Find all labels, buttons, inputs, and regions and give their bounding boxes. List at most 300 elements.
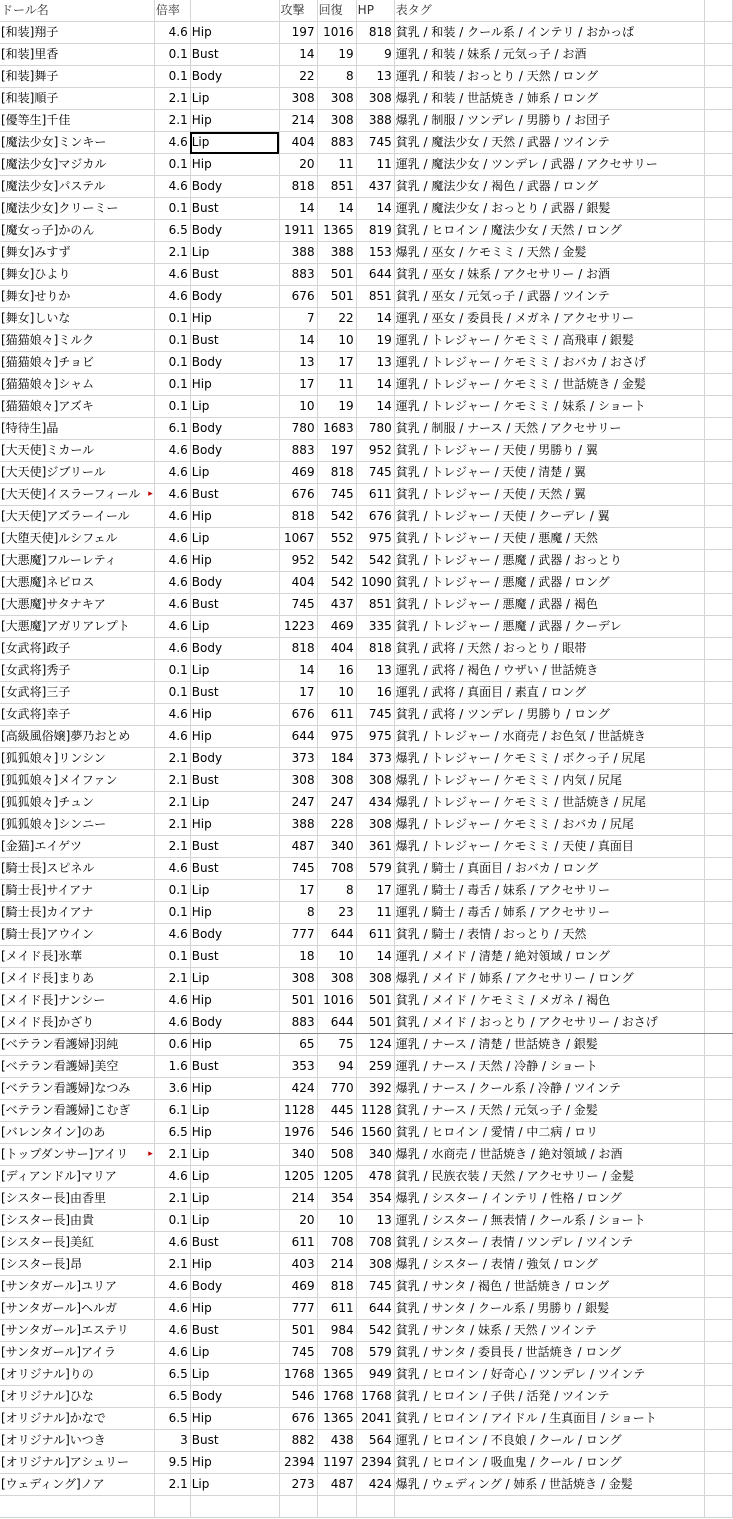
cell-name[interactable]: [ベテラン看護婦]こむぎ bbox=[0, 1100, 154, 1122]
cell-heal[interactable]: 542 bbox=[317, 550, 356, 572]
cell-attack[interactable]: 501 bbox=[279, 1320, 317, 1342]
cell-rate[interactable]: 2.1 bbox=[154, 110, 190, 132]
cell-rate[interactable]: 6.5 bbox=[154, 1122, 190, 1144]
cell-hp[interactable]: 14 bbox=[356, 396, 394, 418]
empty-cell[interactable] bbox=[705, 924, 733, 946]
cell-rate[interactable]: 6.1 bbox=[154, 418, 190, 440]
empty-cell[interactable] bbox=[705, 66, 733, 88]
cell-tags[interactable]: 貧乳 / トレジャー / 悪魔 / 武器 / おっとり bbox=[394, 550, 705, 572]
cell-tags[interactable]: 貧乳 / サンタ / クール系 / 男勝り / 銀髪 bbox=[394, 1298, 705, 1320]
cell-tags[interactable]: 貧乳 / ヒロイン / 好奇心 / ツンデレ / ツインテ bbox=[394, 1364, 705, 1386]
cell-part[interactable]: Lip bbox=[190, 880, 279, 902]
cell-attack[interactable]: 501 bbox=[279, 990, 317, 1012]
empty-cell[interactable] bbox=[705, 1012, 733, 1034]
cell-part[interactable]: Hip bbox=[190, 1298, 279, 1320]
cell-heal[interactable]: 644 bbox=[317, 924, 356, 946]
cell-attack[interactable]: 818 bbox=[279, 176, 317, 198]
cell-tags[interactable]: 運乳 / トレジャー / ケモミミ / おバカ / おさげ bbox=[394, 352, 705, 374]
cell-heal[interactable]: 708 bbox=[317, 858, 356, 880]
cell-tags[interactable]: 爆乳 / 水商売 / 世話焼き / 絶対領域 / お酒 bbox=[394, 1144, 705, 1166]
cell-part[interactable]: Hip bbox=[190, 154, 279, 176]
cell-rate[interactable]: 3 bbox=[154, 1430, 190, 1452]
cell-hp[interactable]: 579 bbox=[356, 858, 394, 880]
cell-name[interactable]: [和装]舞子 bbox=[0, 66, 154, 88]
empty-cell[interactable] bbox=[705, 1232, 733, 1254]
cell-attack[interactable]: 404 bbox=[279, 132, 317, 154]
cell-attack[interactable]: 308 bbox=[279, 968, 317, 990]
cell-rate[interactable]: 4.6 bbox=[154, 462, 190, 484]
cell-tags[interactable]: 貧乳 / 民族衣装 / 天然 / アクセサリー / 金髪 bbox=[394, 1166, 705, 1188]
cell-part[interactable]: Hip bbox=[190, 726, 279, 748]
cell-part[interactable]: Body bbox=[190, 176, 279, 198]
cell-tags[interactable]: 爆乳 / ウェディング / 姉系 / 世話焼き / 金髪 bbox=[394, 1474, 705, 1496]
cell-rate[interactable]: 2.1 bbox=[154, 968, 190, 990]
cell-hp[interactable]: 340 bbox=[356, 1144, 394, 1166]
cell-name[interactable]: [大悪魔]ネビロス bbox=[0, 572, 154, 594]
empty-cell[interactable] bbox=[705, 308, 733, 330]
cell-attack[interactable]: 7 bbox=[279, 308, 317, 330]
cell-attack[interactable]: 424 bbox=[279, 1078, 317, 1100]
cell-tags[interactable]: 運乳 / ナース / 清楚 / 世話焼き / 銀髪 bbox=[394, 1034, 705, 1056]
cell-part[interactable]: Lip bbox=[190, 1188, 279, 1210]
cell-tags[interactable]: 爆乳 / トレジャー / ケモミミ / 天使 / 真面目 bbox=[394, 836, 705, 858]
cell-hp[interactable]: 259 bbox=[356, 1056, 394, 1078]
cell-tags[interactable]: 貧乳 / トレジャー / 悪魔 / 武器 / ロング bbox=[394, 572, 705, 594]
cell-hp[interactable]: 1768 bbox=[356, 1386, 394, 1408]
cell-tags[interactable]: 貧乳 / 和装 / クール系 / インテリ / おかっぱ bbox=[394, 22, 705, 44]
cell-tags[interactable]: 貧乳 / トレジャー / 悪魔 / 武器 / クーデレ bbox=[394, 616, 705, 638]
cell-hp[interactable]: 676 bbox=[356, 506, 394, 528]
cell-rate[interactable]: 4.6 bbox=[154, 484, 190, 506]
cell-tags[interactable]: 爆乳 / トレジャー / ケモミミ / 世話焼き / 尻尾 bbox=[394, 792, 705, 814]
cell-hp[interactable]: 388 bbox=[356, 110, 394, 132]
cell-hp[interactable]: 501 bbox=[356, 1012, 394, 1034]
cell-tags[interactable]: 運乳 / 魔法少女 / おっとり / 武器 / 銀髪 bbox=[394, 198, 705, 220]
cell-rate[interactable]: 4.6 bbox=[154, 286, 190, 308]
cell-attack[interactable]: 952 bbox=[279, 550, 317, 572]
cell-tags[interactable]: 爆乳 / シスター / インテリ / 性格 / ロング bbox=[394, 1188, 705, 1210]
cell-rate[interactable]: 0.1 bbox=[154, 396, 190, 418]
cell-rate[interactable]: 0.1 bbox=[154, 946, 190, 968]
cell-rate[interactable]: 2.1 bbox=[154, 1254, 190, 1276]
cell-attack[interactable]: 745 bbox=[279, 1342, 317, 1364]
cell-heal[interactable]: 1016 bbox=[317, 22, 356, 44]
cell-name[interactable]: [騎士長]カイアナ bbox=[0, 902, 154, 924]
cell-heal[interactable]: 11 bbox=[317, 374, 356, 396]
cell-rate[interactable]: 4.6 bbox=[154, 1232, 190, 1254]
cell-name[interactable]: [オリジナル]りの bbox=[0, 1364, 154, 1386]
cell-part[interactable]: Body bbox=[190, 572, 279, 594]
cell-part[interactable]: Bust bbox=[190, 946, 279, 968]
cell-tags[interactable]: 貧乳 / トレジャー / 天使 / 天然 / 翼 bbox=[394, 484, 705, 506]
empty-cell[interactable] bbox=[705, 1430, 733, 1452]
cell-hp[interactable]: 13 bbox=[356, 1210, 394, 1232]
cell-name[interactable]: [猫猫娘々]ミルク bbox=[0, 330, 154, 352]
cell-hp[interactable]: 780 bbox=[356, 418, 394, 440]
cell-tags[interactable]: 貧乳 / シスター / 表情 / ツンデレ / ツインテ bbox=[394, 1232, 705, 1254]
cell-part[interactable]: Lip bbox=[190, 132, 279, 154]
cell-attack[interactable]: 403 bbox=[279, 1254, 317, 1276]
cell-tags[interactable]: 貧乳 / メイド / おっとり / アクセサリー / おさげ bbox=[394, 1012, 705, 1034]
cell-name[interactable]: [和装]順子 bbox=[0, 88, 154, 110]
cell-attack[interactable]: 469 bbox=[279, 462, 317, 484]
cell-tags[interactable]: 運乳 / トレジャー / ケモミミ / 妹系 / ショート bbox=[394, 396, 705, 418]
cell-name[interactable]: [大悪魔]サタナキア bbox=[0, 594, 154, 616]
cell-tags[interactable]: 貧乳 / メイド / ケモミミ / メガネ / 褐色 bbox=[394, 990, 705, 1012]
cell-tags[interactable]: 運乳 / 騎士 / 毒舌 / 姉系 / アクセサリー bbox=[394, 902, 705, 924]
cell-rate[interactable]: 4.6 bbox=[154, 704, 190, 726]
cell-rate[interactable]: 0.1 bbox=[154, 374, 190, 396]
cell-part[interactable]: Body bbox=[190, 748, 279, 770]
cell-rate[interactable]: 4.6 bbox=[154, 924, 190, 946]
cell-attack[interactable]: 883 bbox=[279, 1012, 317, 1034]
cell-name[interactable]: [トップダンサー]アイリ ▸ bbox=[0, 1144, 154, 1166]
cell-name[interactable]: [狐狐娘々]チュン bbox=[0, 792, 154, 814]
cell-tags[interactable]: 運乳 / トレジャー / ケモミミ / 高飛車 / 銀髪 bbox=[394, 330, 705, 352]
cell-tags[interactable]: 運乳 / ヒロイン / 不良娘 / クール / ロング bbox=[394, 1430, 705, 1452]
cell-part[interactable]: Bust bbox=[190, 484, 279, 506]
cell-rate[interactable]: 2.1 bbox=[154, 242, 190, 264]
cell-rate[interactable]: 0.1 bbox=[154, 880, 190, 902]
cell-name[interactable]: [魔法少女]パステル bbox=[0, 176, 154, 198]
cell-hp[interactable]: 14 bbox=[356, 308, 394, 330]
cell-tags[interactable]: 貧乳 / ヒロイン / 吸血鬼 / クール / ロング bbox=[394, 1452, 705, 1474]
cell-heal[interactable]: 8 bbox=[317, 880, 356, 902]
cell-name[interactable]: [シスター長]由香里 bbox=[0, 1188, 154, 1210]
cell-tags[interactable]: 貧乳 / ヒロイン / アイドル / 生真面目 / ショート bbox=[394, 1408, 705, 1430]
cell-hp[interactable]: 1128 bbox=[356, 1100, 394, 1122]
cell-heal[interactable]: 308 bbox=[317, 770, 356, 792]
cell-name[interactable]: [大天使]イスラーフィール ▸ bbox=[0, 484, 154, 506]
cell-heal[interactable]: 388 bbox=[317, 242, 356, 264]
cell-name[interactable]: [大悪魔]フルーレティ bbox=[0, 550, 154, 572]
cell-name[interactable]: [メイド長]まりあ bbox=[0, 968, 154, 990]
cell-attack[interactable]: 388 bbox=[279, 814, 317, 836]
empty-cell[interactable] bbox=[705, 1166, 733, 1188]
cell-rate[interactable]: 2.1 bbox=[154, 770, 190, 792]
cell-rate[interactable]: 9.5 bbox=[154, 1452, 190, 1474]
empty-cell[interactable] bbox=[705, 154, 733, 176]
cell-hp[interactable]: 579 bbox=[356, 1342, 394, 1364]
empty-cell[interactable] bbox=[705, 1408, 733, 1430]
cell-rate[interactable]: 0.1 bbox=[154, 330, 190, 352]
cell-rate[interactable]: 1.6 bbox=[154, 1056, 190, 1078]
cell-hp[interactable]: 124 bbox=[356, 1034, 394, 1056]
cell-name[interactable]: [女武将]秀子 bbox=[0, 660, 154, 682]
cell-part[interactable]: Lip bbox=[190, 616, 279, 638]
cell-tags[interactable]: 貧乳 / 騎士 / 表情 / おっとり / 天然 bbox=[394, 924, 705, 946]
cell-tags[interactable]: 貧乳 / 武将 / 天然 / おっとり / 眼帯 bbox=[394, 638, 705, 660]
cell-name[interactable]: [魔法少女]クリーミー bbox=[0, 198, 154, 220]
cell-name[interactable]: [和装]翔子 bbox=[0, 22, 154, 44]
cell-name[interactable]: [オリジナル]いつき bbox=[0, 1430, 154, 1452]
cell-attack[interactable]: 1768 bbox=[279, 1364, 317, 1386]
empty-cell[interactable] bbox=[705, 858, 733, 880]
cell-heal[interactable]: 438 bbox=[317, 1430, 356, 1452]
cell-hp[interactable]: 17 bbox=[356, 880, 394, 902]
empty-cell[interactable] bbox=[705, 286, 733, 308]
empty-cell[interactable] bbox=[705, 836, 733, 858]
cell-hp[interactable]: 975 bbox=[356, 726, 394, 748]
cell-tags[interactable]: 運乳 / 巫女 / 委員長 / メガネ / アクセサリー bbox=[394, 308, 705, 330]
cell-rate[interactable]: 2.1 bbox=[154, 1188, 190, 1210]
cell-tags[interactable]: 貧乳 / ナース / 天然 / 元気っ子 / 金髪 bbox=[394, 1100, 705, 1122]
cell-tags[interactable]: 貧乳 / トレジャー / 悪魔 / 武器 / 褐色 bbox=[394, 594, 705, 616]
empty-cell[interactable] bbox=[705, 726, 733, 748]
cell-heal[interactable]: 1768 bbox=[317, 1386, 356, 1408]
empty-cell[interactable] bbox=[705, 1122, 733, 1144]
cell-part[interactable]: Body bbox=[190, 66, 279, 88]
cell-name[interactable]: [オリジナル]アシュリー bbox=[0, 1452, 154, 1474]
cell-hp[interactable]: 818 bbox=[356, 22, 394, 44]
cell-attack[interactable]: 676 bbox=[279, 1408, 317, 1430]
cell-tags[interactable]: 貧乳 / 魔法少女 / 褐色 / 武器 / ロング bbox=[394, 176, 705, 198]
cell-rate[interactable]: 0.1 bbox=[154, 682, 190, 704]
empty-cell[interactable] bbox=[705, 660, 733, 682]
cell-name[interactable]: [舞女]せりか bbox=[0, 286, 154, 308]
cell-attack[interactable]: 22 bbox=[279, 66, 317, 88]
cell-tags[interactable]: 貧乳 / トレジャー / 天使 / 悪魔 / 天然 bbox=[394, 528, 705, 550]
empty-cell[interactable] bbox=[705, 242, 733, 264]
cell-heal[interactable]: 437 bbox=[317, 594, 356, 616]
cell-heal[interactable]: 10 bbox=[317, 682, 356, 704]
cell-heal[interactable]: 23 bbox=[317, 902, 356, 924]
cell-rate[interactable]: 2.1 bbox=[154, 748, 190, 770]
cell-part[interactable]: Lip bbox=[190, 462, 279, 484]
cell-heal[interactable]: 508 bbox=[317, 1144, 356, 1166]
cell-name[interactable]: [金猫]エイゲツ bbox=[0, 836, 154, 858]
cell-part[interactable]: Bust bbox=[190, 836, 279, 858]
cell-attack[interactable]: 18 bbox=[279, 946, 317, 968]
cell-part[interactable]: Body bbox=[190, 638, 279, 660]
cell-name[interactable]: [舞女]ひより bbox=[0, 264, 154, 286]
cell-rate[interactable]: 4.6 bbox=[154, 594, 190, 616]
cell-tags[interactable]: 貧乳 / トレジャー / 天使 / クーデレ / 翼 bbox=[394, 506, 705, 528]
cell-tags[interactable]: 運乳 / メイド / 清楚 / 絶対領域 / ロング bbox=[394, 946, 705, 968]
empty-cell[interactable] bbox=[705, 880, 733, 902]
cell-heal[interactable]: 708 bbox=[317, 1232, 356, 1254]
cell-heal[interactable]: 611 bbox=[317, 704, 356, 726]
cell-rate[interactable]: 6.5 bbox=[154, 1364, 190, 1386]
empty-cell[interactable] bbox=[190, 1496, 279, 1518]
cell-hp[interactable]: 745 bbox=[356, 704, 394, 726]
cell-attack[interactable]: 273 bbox=[279, 1474, 317, 1496]
cell-part[interactable]: Lip bbox=[190, 1166, 279, 1188]
cell-hp[interactable]: 11 bbox=[356, 154, 394, 176]
cell-tags[interactable]: 貧乳 / サンタ / 妹系 / 天然 / ツインテ bbox=[394, 1320, 705, 1342]
cell-part[interactable]: Body bbox=[190, 352, 279, 374]
cell-hp[interactable]: 14 bbox=[356, 374, 394, 396]
cell-name[interactable]: [オリジナル]ひな bbox=[0, 1386, 154, 1408]
cell-part[interactable]: Lip bbox=[190, 88, 279, 110]
cell-part[interactable]: Hip bbox=[190, 110, 279, 132]
empty-cell[interactable] bbox=[705, 1210, 733, 1232]
cell-tags[interactable]: 爆乳 / トレジャー / ケモミミ / おバカ / 尻尾 bbox=[394, 814, 705, 836]
cell-hp[interactable]: 2041 bbox=[356, 1408, 394, 1430]
cell-rate[interactable]: 0.1 bbox=[154, 352, 190, 374]
empty-cell[interactable] bbox=[705, 176, 733, 198]
cell-rate[interactable]: 4.6 bbox=[154, 264, 190, 286]
empty-cell[interactable] bbox=[705, 1496, 733, 1518]
cell-tags[interactable]: 運乳 / 武将 / 真面目 / 素直 / ロング bbox=[394, 682, 705, 704]
cell-part[interactable]: Body bbox=[190, 286, 279, 308]
empty-cell[interactable] bbox=[317, 1496, 356, 1518]
cell-heal[interactable]: 184 bbox=[317, 748, 356, 770]
empty-cell[interactable] bbox=[705, 1254, 733, 1276]
cell-heal[interactable]: 197 bbox=[317, 440, 356, 462]
cell-attack[interactable]: 308 bbox=[279, 770, 317, 792]
cell-hp[interactable]: 2394 bbox=[356, 1452, 394, 1474]
cell-heal[interactable]: 1197 bbox=[317, 1452, 356, 1474]
cell-attack[interactable]: 1128 bbox=[279, 1100, 317, 1122]
cell-rate[interactable]: 4.6 bbox=[154, 726, 190, 748]
cell-part[interactable]: Hip bbox=[190, 1122, 279, 1144]
cell-rate[interactable]: 4.6 bbox=[154, 1298, 190, 1320]
cell-part[interactable]: Bust bbox=[190, 1320, 279, 1342]
cell-attack[interactable]: 611 bbox=[279, 1232, 317, 1254]
cell-attack[interactable]: 14 bbox=[279, 198, 317, 220]
cell-tags[interactable]: 運乳 / 和装 / おっとり / 天然 / ロング bbox=[394, 66, 705, 88]
cell-attack[interactable]: 745 bbox=[279, 594, 317, 616]
cell-name[interactable]: [女武将]三子 bbox=[0, 682, 154, 704]
cell-name[interactable]: [魔法少女]ミンキー bbox=[0, 132, 154, 154]
cell-heal[interactable]: 851 bbox=[317, 176, 356, 198]
cell-rate[interactable]: 0.1 bbox=[154, 198, 190, 220]
empty-cell[interactable] bbox=[705, 330, 733, 352]
cell-attack[interactable]: 1911 bbox=[279, 220, 317, 242]
cell-attack[interactable]: 20 bbox=[279, 154, 317, 176]
cell-attack[interactable]: 14 bbox=[279, 44, 317, 66]
cell-part[interactable]: Lip bbox=[190, 1100, 279, 1122]
cell-name[interactable]: [ウェディング]ノア bbox=[0, 1474, 154, 1496]
cell-heal[interactable]: 10 bbox=[317, 330, 356, 352]
cell-hp[interactable]: 308 bbox=[356, 968, 394, 990]
cell-tags[interactable]: 運乳 / トレジャー / ケモミミ / 世話焼き / 金髪 bbox=[394, 374, 705, 396]
cell-heal[interactable]: 708 bbox=[317, 1342, 356, 1364]
cell-attack[interactable]: 214 bbox=[279, 110, 317, 132]
empty-cell[interactable] bbox=[705, 550, 733, 572]
empty-cell[interactable] bbox=[705, 946, 733, 968]
cell-rate[interactable]: 0.1 bbox=[154, 154, 190, 176]
empty-cell[interactable] bbox=[705, 220, 733, 242]
cell-part[interactable]: Bust bbox=[190, 198, 279, 220]
cell-hp[interactable]: 819 bbox=[356, 220, 394, 242]
cell-hp[interactable]: 424 bbox=[356, 1474, 394, 1496]
empty-cell[interactable] bbox=[705, 572, 733, 594]
cell-attack[interactable]: 780 bbox=[279, 418, 317, 440]
cell-attack[interactable]: 1067 bbox=[279, 528, 317, 550]
cell-heal[interactable]: 1365 bbox=[317, 1364, 356, 1386]
cell-part[interactable]: Bust bbox=[190, 1056, 279, 1078]
cell-rate[interactable]: 6.5 bbox=[154, 1408, 190, 1430]
cell-heal[interactable]: 308 bbox=[317, 88, 356, 110]
cell-heal[interactable]: 75 bbox=[317, 1034, 356, 1056]
cell-attack[interactable]: 469 bbox=[279, 1276, 317, 1298]
empty-cell[interactable] bbox=[705, 1342, 733, 1364]
empty-cell[interactable] bbox=[705, 1320, 733, 1342]
cell-hp[interactable]: 11 bbox=[356, 902, 394, 924]
cell-rate[interactable]: 2.1 bbox=[154, 792, 190, 814]
cell-tags[interactable]: 爆乳 / メイド / 姉系 / アクセサリー / ロング bbox=[394, 968, 705, 990]
empty-cell[interactable] bbox=[705, 704, 733, 726]
header-heal[interactable]: 回復 bbox=[317, 0, 356, 22]
empty-cell[interactable] bbox=[705, 1452, 733, 1474]
cell-hp[interactable]: 16 bbox=[356, 682, 394, 704]
cell-heal[interactable]: 818 bbox=[317, 1276, 356, 1298]
cell-heal[interactable]: 16 bbox=[317, 660, 356, 682]
empty-cell[interactable] bbox=[705, 1078, 733, 1100]
cell-part[interactable]: Bust bbox=[190, 682, 279, 704]
cell-heal[interactable]: 501 bbox=[317, 286, 356, 308]
empty-cell[interactable] bbox=[705, 462, 733, 484]
cell-tags[interactable]: 爆乳 / 制服 / ツンデレ / 男勝り / お団子 bbox=[394, 110, 705, 132]
cell-part[interactable]: Hip bbox=[190, 1034, 279, 1056]
cell-heal[interactable]: 984 bbox=[317, 1320, 356, 1342]
cell-attack[interactable]: 1205 bbox=[279, 1166, 317, 1188]
cell-tags[interactable]: 爆乳 / ナース / クール系 / 冷静 / ツインテ bbox=[394, 1078, 705, 1100]
cell-part[interactable]: Hip bbox=[190, 814, 279, 836]
cell-hp[interactable]: 308 bbox=[356, 814, 394, 836]
cell-heal[interactable]: 94 bbox=[317, 1056, 356, 1078]
cell-hp[interactable]: 564 bbox=[356, 1430, 394, 1452]
cell-hp[interactable]: 818 bbox=[356, 638, 394, 660]
cell-part[interactable]: Bust bbox=[190, 1232, 279, 1254]
cell-part[interactable]: Lip bbox=[190, 1474, 279, 1496]
cell-hp[interactable]: 745 bbox=[356, 1276, 394, 1298]
cell-part[interactable]: Hip bbox=[190, 1452, 279, 1474]
cell-part[interactable]: Hip bbox=[190, 1254, 279, 1276]
cell-heal[interactable]: 975 bbox=[317, 726, 356, 748]
cell-name[interactable]: [騎士長]サイアナ bbox=[0, 880, 154, 902]
cell-tags[interactable]: 貧乳 / 巫女 / 妹系 / アクセサリー / お酒 bbox=[394, 264, 705, 286]
cell-heal[interactable]: 404 bbox=[317, 638, 356, 660]
empty-cell[interactable] bbox=[705, 748, 733, 770]
cell-heal[interactable]: 8 bbox=[317, 66, 356, 88]
empty-cell[interactable] bbox=[705, 968, 733, 990]
empty-cell[interactable] bbox=[705, 352, 733, 374]
cell-part[interactable]: Body bbox=[190, 1386, 279, 1408]
cell-tags[interactable]: 貧乳 / 騎士 / 真面目 / おバカ / ロング bbox=[394, 858, 705, 880]
empty-cell[interactable] bbox=[705, 1276, 733, 1298]
cell-name[interactable]: [ベテラン看護婦]なつみ bbox=[0, 1078, 154, 1100]
cell-hp[interactable]: 361 bbox=[356, 836, 394, 858]
cell-part[interactable]: Lip bbox=[190, 1210, 279, 1232]
cell-tags[interactable]: 運乳 / ナース / 天然 / 冷静 / ショート bbox=[394, 1056, 705, 1078]
cell-rate[interactable]: 4.6 bbox=[154, 440, 190, 462]
cell-attack[interactable]: 214 bbox=[279, 1188, 317, 1210]
cell-part[interactable]: Hip bbox=[190, 374, 279, 396]
cell-rate[interactable]: 2.1 bbox=[154, 88, 190, 110]
cell-name[interactable]: [シスター長]昂 bbox=[0, 1254, 154, 1276]
cell-attack[interactable]: 17 bbox=[279, 374, 317, 396]
cell-rate[interactable]: 4.6 bbox=[154, 990, 190, 1012]
cell-heal[interactable]: 542 bbox=[317, 572, 356, 594]
cell-attack[interactable]: 546 bbox=[279, 1386, 317, 1408]
cell-name[interactable]: [サンタガール]ヘルガ bbox=[0, 1298, 154, 1320]
cell-name[interactable]: [狐狐娘々]シンニー bbox=[0, 814, 154, 836]
cell-hp[interactable]: 745 bbox=[356, 132, 394, 154]
empty-cell[interactable] bbox=[705, 374, 733, 396]
empty-cell[interactable] bbox=[705, 528, 733, 550]
cell-hp[interactable]: 373 bbox=[356, 748, 394, 770]
cell-hp[interactable]: 542 bbox=[356, 1320, 394, 1342]
empty-cell[interactable] bbox=[705, 1386, 733, 1408]
cell-part[interactable]: Lip bbox=[190, 242, 279, 264]
cell-heal[interactable]: 552 bbox=[317, 528, 356, 550]
cell-part[interactable]: Lip bbox=[190, 1144, 279, 1166]
cell-heal[interactable]: 214 bbox=[317, 1254, 356, 1276]
cell-name[interactable]: [メイド長]ナンシー bbox=[0, 990, 154, 1012]
